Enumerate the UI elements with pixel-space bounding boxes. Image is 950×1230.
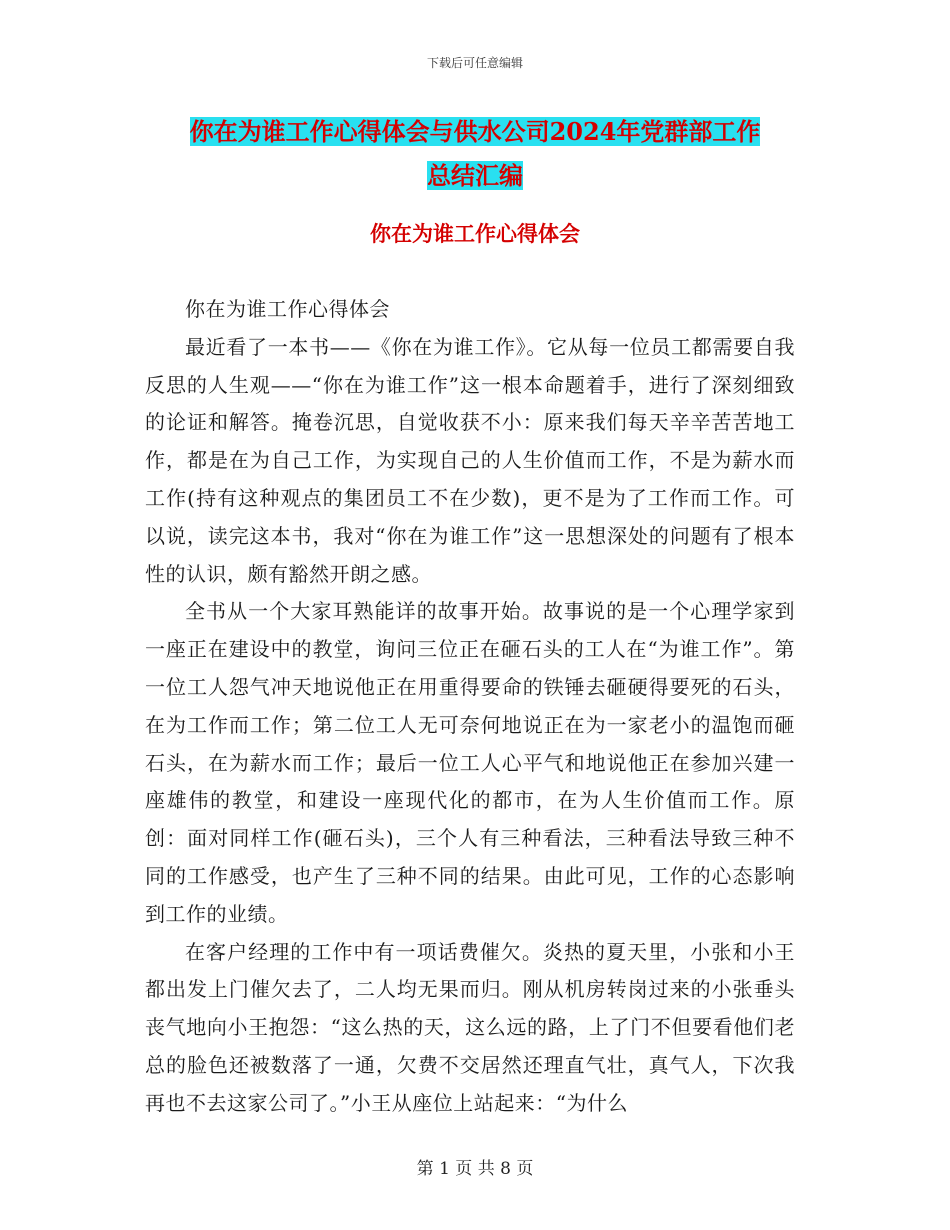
section-heading: 你在为谁工作心得体会	[370, 221, 580, 246]
document-title-line1: 你在为谁工作心得体会与供水公司2024年党群部工作	[189, 117, 761, 146]
paragraph: 全书从一个大家耳熟能详的故事开始。故事说的是一个心理学家到一座正在建设中的教堂，询问三位正在砸石头的工人在“为谁工作”。第一位工人怨气冲天地说他正在用重得要命的铁锤去砸硬得要死的石头，在为工作而工作；第二位工人无可奈何地说正在为一家老小的温饱而砸石头，在为薪水而工作；最后一位工人心平气和地说他正在参加兴建一座雄伟的教堂，和建设一座现代化的都市，在为人生价值而工作。原创：面对同样工作(砸石头)，三个人有三种看法，三种看法导致三种不同的工作感受，也产生了三种不同的结果。由此可见，工作的心态影响到工作的业绩。	[145, 599, 795, 926]
body-text	[145, 291, 795, 1123]
document-title	[150, 110, 800, 198]
document-title-line2: 总结汇编	[427, 161, 523, 190]
paragraph: 最近看了一本书——《你在为谁工作》。它从每一位员工都需要自我反思的人生观——“你在为谁工作”这一根本命题着手，进行了深刻细致的论证和解答。掩卷沉思，自觉收获不小：原来我们每天辛辛苦苦地工作，都是在为自己工作，为实现自己的人生价值而工作，不是为薪水而工作(持有这种观点的集团员工不在少数)，更不是为了工作而工作。可以说，读完这本书，我对“你在为谁工作”这一思想深处的问题有了根本性的认识，颇有豁然开朗之感。	[145, 334, 795, 586]
page-number-footer: 第 1 页 共 8 页	[416, 1159, 534, 1179]
page-header-note: 下载后可任意编辑	[426, 56, 523, 70]
paragraph: 你在为谁工作心得体会	[185, 297, 390, 321]
paragraph: 在客户经理的工作中有一项话费催欠。炎热的夏天里，小张和小王都出发上门催欠去了，二人均无果而归。刚从机房转岗过来的小张垂头丧气地向小王抱怨：“这么热的天，这么远的路，上了门不但要看他们老总的脸色还被数落了一通，欠费不交居然还理直气壮，真气人，下次我再也不去这家公司了。”小王从座位上站起来：“为什么	[145, 939, 795, 1115]
